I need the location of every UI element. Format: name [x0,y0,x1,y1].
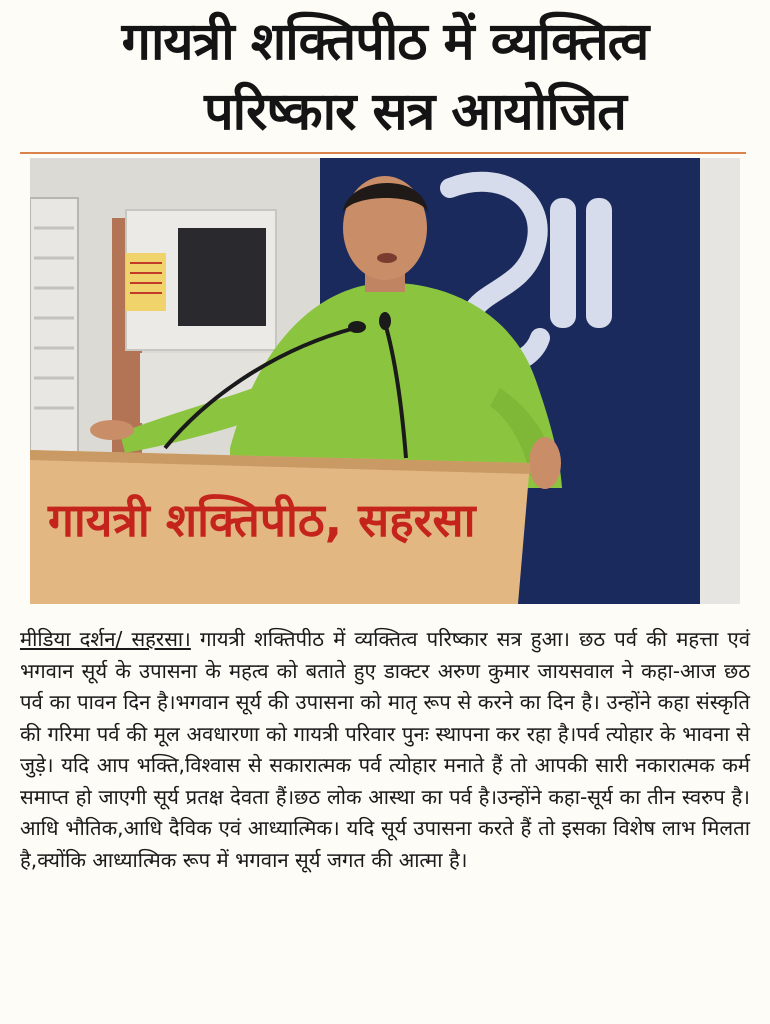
headline [20,6,750,152]
speaker-photo-illustration [30,158,740,604]
podium-text: गायत्री शक्तिपीठ, सहरसा [48,493,476,547]
article-body [20,624,750,876]
window [30,198,78,458]
dateline: मीडिया दर्शन/ सहरसा। [20,627,191,651]
headline-line-2: परिष्कार सत्र आयोजित [204,82,626,142]
headline-divider [20,152,746,154]
speaker-left-hand [90,420,134,440]
news-photo [30,158,740,604]
headline-line-1: गायत्री शक्तिपीठ में व्यक्तित्व [121,12,649,72]
television [178,228,266,326]
article-text: गायत्री शक्तिपीठ में व्यक्तित्व परिष्कार सत्र हुआ। छठ पर्व की महत्ता एवं भगवान सूर्य के उपासना के महत्व को बताते हुए डाक्टर अरुण कुमार जायसवाल ने कहा-आज छठ पर्व का पावन दिन है।भगवान सूर्य की उपासना को मातृ रूप से करने का दिन है। उन्होंने कहा संस्कृति की गरिमा पर्व की मूल अवधारणा को गायत्री परिवार पुनः स्थापना कर रहा है।पर्व त्योहार के भावना से जुड़े। यदि आप भक्ति,विश्वास से सकारात्मक पर्व त्योहार मनाते हैं तो आपकी सारी नकारात्मक कर्म समाप्त हो जाएगी सूर्य प्रतक्ष देवता हैं।छठ लोक आस्था का पर्व है।उन्होंने कहा-सूर्य का तीन स्वरुप है।आधि भौतिक,आधि दैविक एवं आध्यात्मिक। यदि सूर्य उपासना करते हैं तो इसका विशेष लाभ मिलता है,क्योंकि आध्यात्मिक रूप में भगवान सूर्य जगत की आत्मा है। [20,627,750,872]
speaker-right-hand [529,437,561,489]
